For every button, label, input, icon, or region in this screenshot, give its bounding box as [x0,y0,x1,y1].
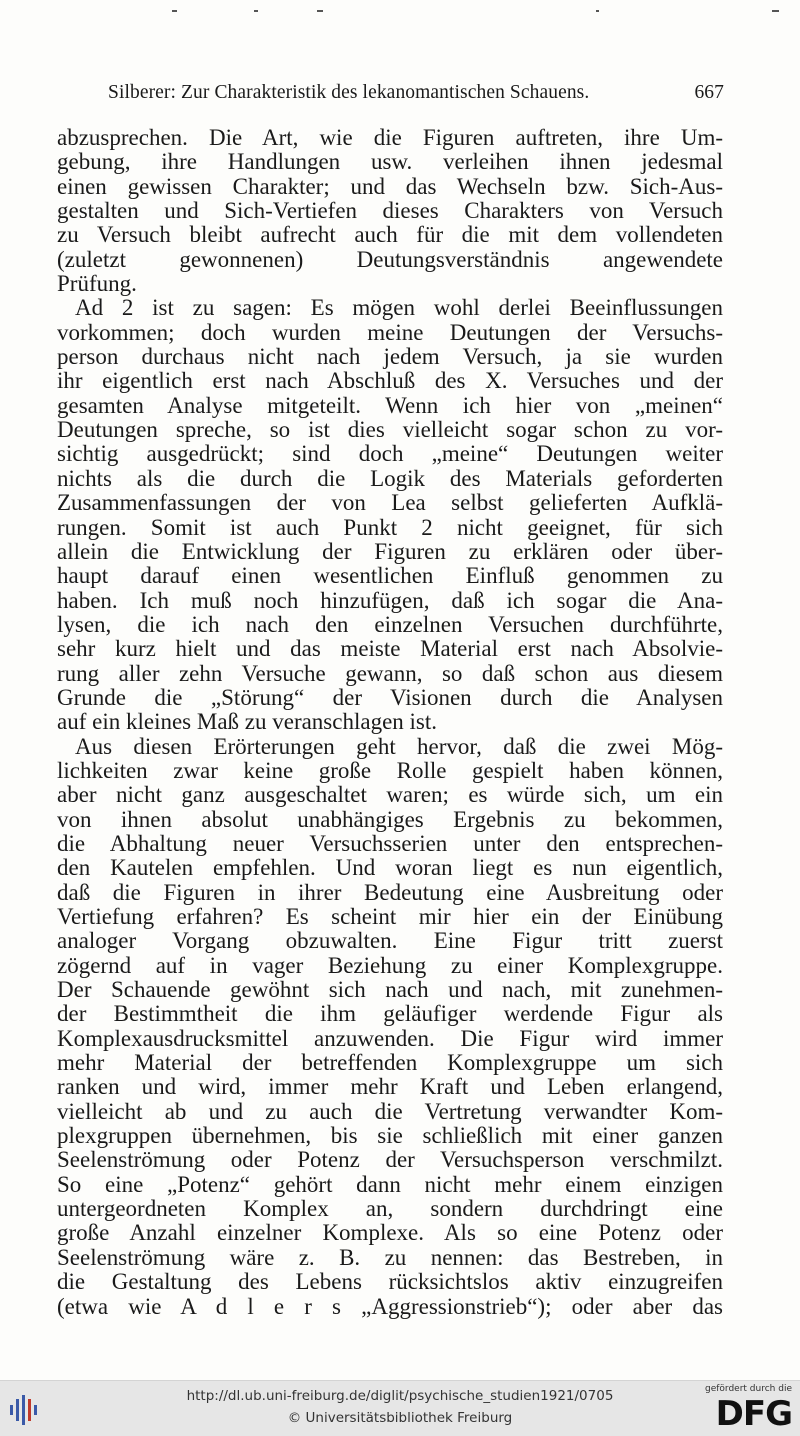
text-line: Grunde die „Störung“ der Visionen durch die Analysen [57,684,723,710]
text-line: analoger Vorgang obzuwalten. Eine Figur tritt zuerst [57,928,723,954]
text-line: den Kautelen empfehlen. Und woran liegt es nun eigentlich, [57,855,723,881]
text-line: gestalten und Sich-Vertiefen dieses Charakters von Versuch [57,198,723,224]
text-line: Der Schauende gewöhnt sich nach und nach, mit zunehmen- [57,977,723,1003]
text-line: Vertiefung erfahren? Es scheint mir hier ein der Einübung [57,904,723,929]
text-line: sichtig ausgedrückt; sind doch „meine“ Deutungen weiter [57,441,723,467]
text-line: sehr kurz hielt und das meiste Material erst nach Absolvie- [57,636,723,662]
body-text [57,126,723,1319]
text-line: person durchaus nicht nach jedem Versuch, ja sie wurden [57,344,723,370]
copyright-notice: © Universitätsbibliothek Freiburg [287,1410,513,1426]
text-line: lysen, die ich nach den einzelnen Versuchen durchführte, [57,611,723,637]
text-line: So eine „Potenz“ gehört dann nicht mehr einem einzigen [57,1171,723,1197]
text-line: nichts als die durch die Logik des Materials geforderten [57,465,723,491]
text-line: vorkommen; doch wurden meine Deutungen der Versuchs- [57,319,723,345]
text-line: Deutungen spreche, so ist dies vielleicht sogar schon zu vor- [57,417,723,443]
text-line: haupt darauf einen wesentlichen Einfluß genommen zu [57,563,723,589]
text-line: zu Versuch bleibt aufrecht auch für die mit dem vollendeten [57,222,723,248]
text-line: vielleicht ab und zu auch die Vertretung verwandter Kom- [57,1098,723,1124]
text-line: rung aller zehn Versuche gewann, so daß schon aus diesem [57,660,723,686]
text-line: der Bestimmtheit die ihm geläufiger werdende Figur als [57,1001,723,1027]
text-line: allein die Entwicklung der Figuren zu erklären oder über- [57,538,723,564]
text-line: Seelenströmung wäre z. B. zu nennen: das Bestreben, in [57,1244,723,1270]
text-line: einen gewissen Charakter; und das Wechseln bzw. Sich-Aus- [57,173,723,199]
text-line: Seelenströmung oder Potenz der Versuchsperson verschmilzt. [57,1147,723,1173]
text-line: ihr eigentlich erst nach Abschluß des X. Versuches und der [57,368,723,394]
scan-speck [254,10,258,12]
text-line: Ad 2 ist zu sagen: Es mögen wohl derlei Beeinflussungen [75,295,723,321]
document-url[interactable]: http://dl.ub.uni-freiburg.de/diglit/psychische_studien1921/0705 [186,1388,614,1404]
scan-speck [772,10,779,12]
text-line: Komplexausdrucksmittel anzuwenden. Die Figur wird immer [57,1025,723,1051]
text-line: mehr Material der betreffenden Komplexgruppe um sich [57,1050,723,1076]
scan-speck [596,10,599,12]
text-line: die Abhaltung neuer Versuchsserien unter den entsprechen- [57,830,723,856]
text-line: die Gestaltung des Lebens rücksichtslos aktiv einzugreifen [57,1269,723,1295]
scan-speck [172,10,177,12]
text-line: Prüfung. [57,271,137,297]
text-line: haben. Ich muß noch hinzufügen, daß ich sogar die Ana- [57,587,723,613]
text-line: untergeordneten Komplex an, sondern durchdringt eine [57,1196,723,1222]
funder-note: gefördert durch die [705,1384,792,1394]
text-line: gebung, ihre Handlungen usw. verleihen ihnen jedesmal [57,149,723,175]
text-line: (etwa wie A d l e r s „Aggressionstrieb“); oder aber das [57,1293,723,1319]
text-line: gesamten Analyse mitgeteilt. Wenn ich hier von „meinen“ [57,392,723,418]
text-line: Zusammenfassungen der von Lea selbst gelieferten Aufklä- [57,490,723,516]
text-line: abzusprechen. Die Art, wie die Figuren auftreten, ihre Um- [57,125,723,150]
scan-speck [317,10,323,12]
running-head [108,82,724,104]
viewer-footer [0,1380,800,1436]
text-line: rungen. Somit ist auch Punkt 2 nicht geeignet, für sich [57,514,723,540]
text-line: ranken und wird, immer mehr Kraft und Leben erlangend, [57,1074,723,1100]
text-line: lichkeiten zwar keine große Rolle gespielt haben können, [57,757,723,783]
text-line: zögernd auf in vager Beziehung zu einer Komplexgruppe. [57,952,723,978]
text-line: aber nicht ganz ausgeschaltet waren; es würde sich, um ein [57,782,723,808]
text-line: von ihnen absolut unabhängiges Ergebnis zu bekommen, [57,806,723,832]
text-line: daß die Figuren in ihrer Bedeutung eine Ausbreitung oder [57,879,723,905]
running-head-title: Silberer: Zur Charakteristik des lekanomantischen Schauens. [108,82,590,103]
text-line: auf ein kleines Maß zu veranschlagen ist. [57,709,438,735]
dfg-logo: DFG [715,1394,792,1434]
text-line: große Anzahl einzelner Komplexe. Als so eine Potenz oder [57,1220,723,1246]
text-line: plexgruppen übernehmen, bis sie schließlich mit einer ganzen [57,1123,723,1149]
text-line: (zuletzt gewonnenen) Deutungsverständnis angewendete [57,246,723,272]
scan-artifacts [0,4,800,18]
page-number: 667 [694,82,724,103]
text-line: Aus diesen Erörterungen geht hervor, daß die zwei Mög- [75,733,723,759]
